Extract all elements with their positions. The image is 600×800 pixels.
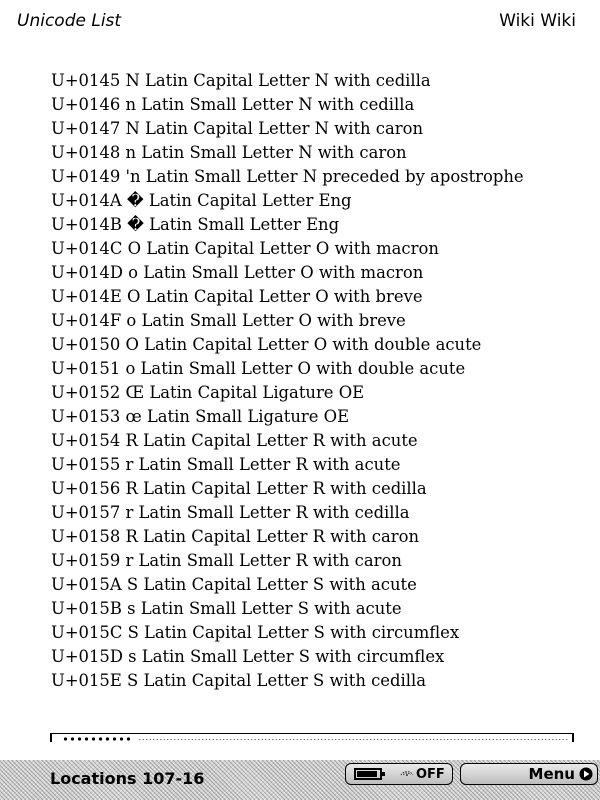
list-entry: U+0149 'n Latin Small Letter N preceded by apostrophe [51, 167, 524, 186]
reading-progress-bar [50, 733, 574, 742]
list-entry: U+015D s Latin Small Letter S with circumflex [51, 647, 445, 666]
list-entry: U+0148 n Latin Small Letter N with caron [51, 143, 407, 162]
list-entry: U+0152 Œ Latin Capital Ligature OE [51, 383, 365, 402]
list-entry: U+014B � Latin Small Letter Eng [51, 215, 340, 234]
list-entry: U+014F o Latin Small Letter O with breve [51, 311, 406, 330]
status-bar [0, 760, 600, 800]
list-entry: U+0150 O Latin Capital Letter O with double acute [51, 335, 482, 354]
menu-button[interactable] [460, 763, 598, 785]
book-title: Unicode List [17, 11, 122, 31]
list-entry: U+014C O Latin Capital Letter O with macron [51, 239, 439, 258]
list-entry: U+015E S Latin Capital Letter S with cedilla [51, 671, 426, 690]
list-entry: U+014D o Latin Small Letter O with macron [51, 263, 424, 282]
book-source: Wiki Wiki [499, 11, 576, 31]
list-entry: U+0151 o Latin Small Letter O with double acute [51, 359, 466, 378]
progress-unread-dots [138, 739, 568, 740]
menu-label: Menu [528, 765, 575, 783]
list-entry: U+0147 N Latin Capital Letter N with caron [51, 119, 424, 138]
list-entry: U+014E O Latin Capital Letter O with breve [51, 287, 423, 306]
list-entry: U+015A S Latin Capital Letter S with acute [51, 575, 417, 594]
list-entry: U+0146 n Latin Small Letter N with cedilla [51, 95, 415, 114]
wireless-off-label: OFF [416, 767, 445, 782]
list-entry: U+015B s Latin Small Letter S with acute [51, 599, 402, 618]
list-entry: U+0155 r Latin Small Letter R with acute [51, 455, 401, 474]
list-entry: U+0158 R Latin Capital Letter R with caron [51, 527, 420, 546]
list-entry: U+015C S Latin Capital Letter S with circumflex [51, 623, 460, 642]
page-content [51, 69, 591, 693]
battery-level-fill [357, 771, 377, 777]
wireless-icon [398, 766, 416, 776]
list-entry: U+0157 r Latin Small Letter R with cedilla [51, 503, 410, 522]
list-entry: U+0156 R Latin Capital Letter R with cedilla [51, 479, 427, 498]
progress-read-dots [62, 737, 134, 741]
battery-icon [354, 768, 382, 780]
location-indicator: Locations 107-16 [50, 769, 205, 788]
list-entry: U+0153 œ Latin Small Ligature OE [51, 407, 350, 426]
list-entry: U+0154 R Latin Capital Letter R with acute [51, 431, 418, 450]
title-bar [0, 0, 600, 40]
wireless-status[interactable] [345, 763, 453, 785]
list-entry: U+014A � Latin Capital Letter Eng [51, 191, 352, 210]
triangle-right-icon [579, 767, 593, 781]
list-entry: U+0145 N Latin Capital Letter N with cedilla [51, 71, 431, 90]
list-entry: U+0159 r Latin Small Letter R with caron [51, 551, 402, 570]
